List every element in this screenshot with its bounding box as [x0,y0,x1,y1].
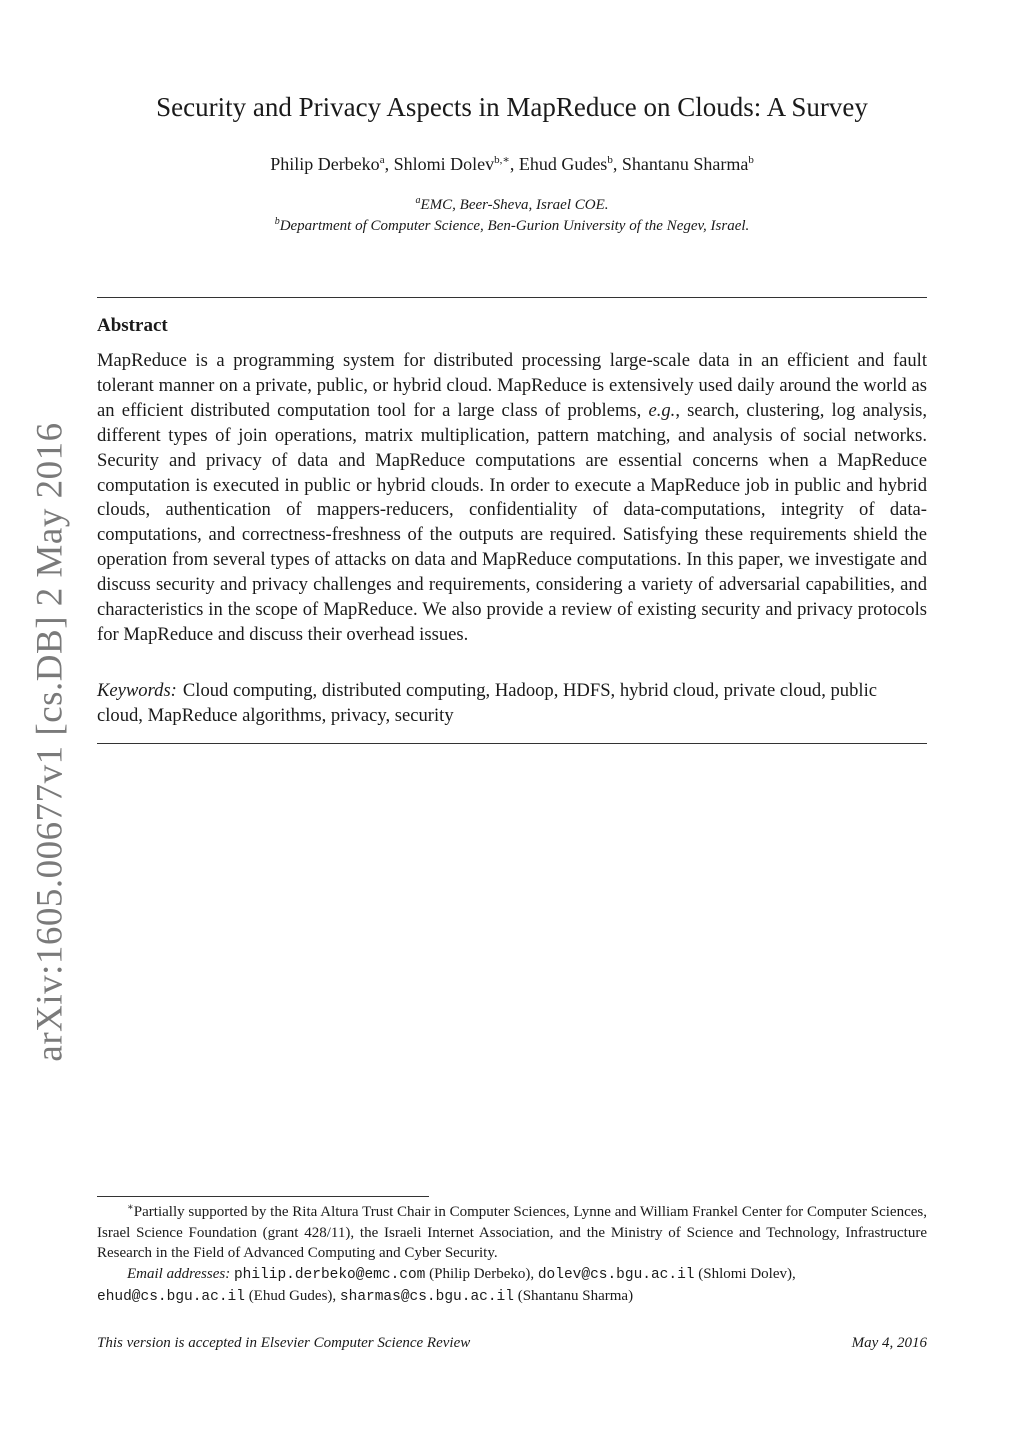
keywords-text: Cloud computing, distributed computing, Hadoop, HDFS, hybrid cloud, private cloud, public cloud, MapReduce algorithms, privacy, security [97,680,877,726]
author-affiliation-mark: a [379,154,385,166]
email-link[interactable]: ehud@cs.bgu.ac.il [97,1288,245,1305]
affiliation-a [0,197,1024,214]
funding-footnote [97,1202,927,1264]
arxiv-identifier-stamp: arXiv:1605.00677v1 [cs.DB] 2 May 2016 [29,422,71,1062]
email-addresses [97,1264,927,1307]
abstract-bottom-divider [97,743,927,744]
author-list [0,154,1024,175]
email-owner: (Ehud Gudes) [248,1287,333,1304]
author-separator: , [612,154,622,174]
abstract-text [97,349,927,648]
keywords [97,679,927,729]
abstract-eg: e.g. [648,399,676,421]
abstract-top-divider [97,297,927,298]
footnote-divider [97,1196,429,1197]
paper-title: Security and Privacy Aspects in MapReduce on Clouds: A Survey [156,92,868,122]
footnote-text: Partially supported by the Rita Altura Trust Chair in Computer Sciences, Lynne and William Frankel Center for Computer Sciences, Israel Science Foundation (grant 428/11), the Israeli Internet Association, and the Ministry of Science and Technology, Infrastructure Research in the Field of Advanced Computing and Cyber Security. [97,1204,927,1262]
email-label: Email addresses: [127,1266,231,1282]
author-separator: , [384,154,394,174]
email-owner: (Shlomi Dolev) [698,1266,792,1282]
page-footer [97,1335,927,1352]
abstract-part-1: MapReduce is a programming system for distributed processing large-scale data in an efficient and fault tolerant manner on a private, public, or hybrid cloud. MapReduce is extensively used daily around the world as an efficient distributed computation tool for a large class of problems, [97,350,927,421]
keywords-label: Keywords: [97,680,177,701]
author: Philip Derbeko [270,154,380,174]
email-link[interactable]: sharmas@cs.bgu.ac.il [339,1288,514,1305]
author-affiliation-mark: b [748,154,754,166]
author-affiliation-mark: b,∗ [494,154,510,166]
author: Shantanu Sharma [621,154,749,174]
affiliation-text: Department of Computer Science, Ben-Gurion University of the Negev, Israel. [279,218,750,234]
abstract-part-2: , search, clustering, log analysis, different types of join operations, matrix multiplication, pattern matching, and analysis of social networks. Security and privacy of data and MapReduce computations are essential concerns when a MapReduce computation is executed in public or hybrid clouds. In order to execute a MapReduce job in public and hybrid clouds, authentication of mappers-reducers, confidentiality of data-computations, integrity of data-computations, and correctness-freshness of the outputs are required. Satisfying these requirements shield the operation from several types of attacks on data and MapReduce computations. In this paper, we investigate and discuss security and privacy challenges and requirements, considering a variety of adversarial capabilities, and characteristics in the scope of MapReduce. We also provide a review of existing security and privacy protocols for MapReduce and discuss their overhead issues. [97,399,927,645]
affiliation-mark: a [415,195,421,206]
email-separator: , [792,1266,796,1282]
affiliation-b [0,218,1024,235]
email-link[interactable]: dolev@cs.bgu.ac.il [537,1267,695,1283]
footnote-mark: ∗ [127,1202,134,1213]
email-separator: , [332,1287,340,1304]
email-owner: (Philip Derbeko) [429,1266,531,1282]
email-separator: , [530,1266,538,1282]
footer-venue: This version is accepted in Elsevier Computer Science Review [97,1335,471,1351]
author: Ehud Gudes [518,154,608,174]
author: Shlomi Dolev [393,154,495,174]
email-owner: (Shantanu Sharma) [517,1287,634,1304]
email-link[interactable]: philip.derbeko@emc.com [233,1267,426,1283]
author-affiliation-mark: b [607,154,613,166]
affiliation-mark: b [274,216,280,227]
abstract-heading: Abstract [97,315,168,336]
affiliation-text: EMC, Beer-Sheva, Israel COE. [420,197,609,213]
footer-date: May 4, 2016 [851,1335,927,1351]
author-separator: , [509,154,519,174]
